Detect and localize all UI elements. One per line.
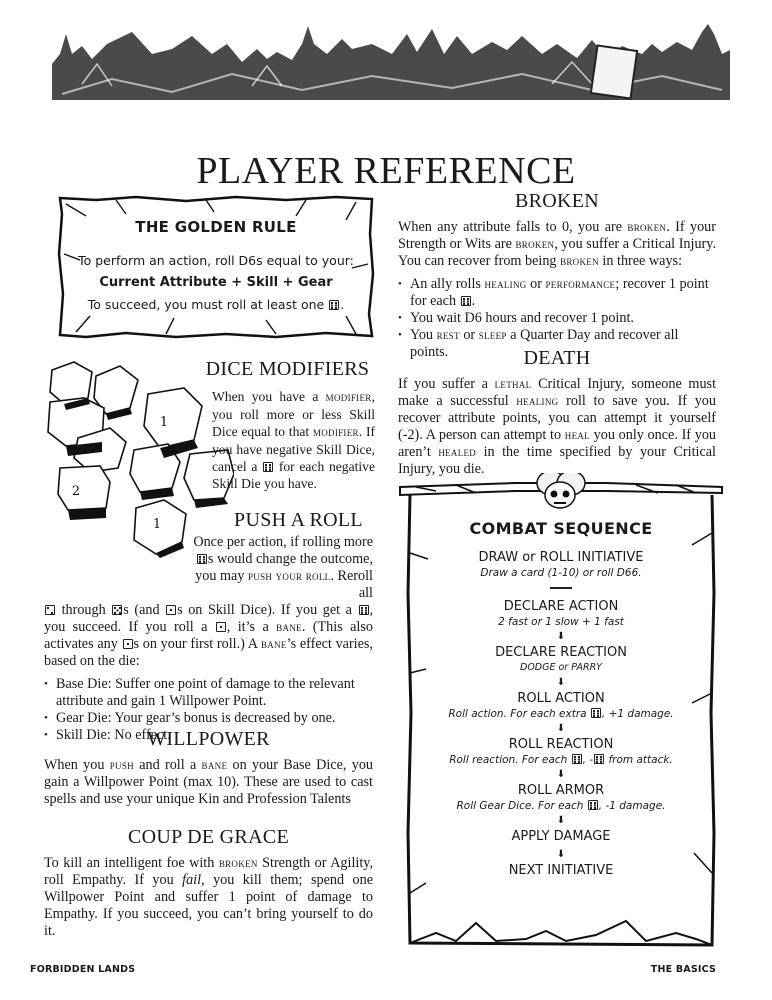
list-item: • Gear Die: Your gear’s bonus is decreased by one. [44, 710, 373, 727]
list-item: • You rest or sleep a Quarter Day and recover all points. [398, 327, 716, 361]
step-description: 2 fast or 1 slow + 1 fast [498, 616, 624, 628]
step-description: Draw a card (1-10) or roll D66. [480, 567, 642, 579]
push-a-roll-text: Once per action, if rolling more s would change the outcome, you may push your roll. Reroll all through s (and s on Skill Dice). If you get a , you succeed. If you roll a , it’s a bane. (This also activates any s on your first roll.) A bane’s effect varies, based on the die: [44, 534, 374, 669]
arrow-down-icon: ⬇ [556, 677, 566, 688]
banner-illustration [52, 24, 730, 100]
die-one-icon [123, 639, 133, 649]
list-item: • You wait D6 hours and recover 1 point. [398, 310, 716, 327]
broken-section [398, 190, 716, 361]
step-label: DRAW or ROLL INITIATIVE [478, 550, 644, 565]
arrow-down-icon: ⬇ [556, 631, 566, 642]
coup-de-grace-title: COUP DE GRACE [128, 826, 289, 848]
golden-rule-line1: To perform an action, roll D6s equal to your: [78, 253, 354, 268]
die-six-icon [591, 708, 601, 718]
die-six-icon [594, 754, 604, 764]
combat-sequence-title: COMBAT SEQUENCE [469, 519, 653, 538]
step-label: ROLL ACTION [517, 691, 605, 706]
skulls-icon [537, 473, 585, 508]
golden-rule-box [56, 194, 376, 340]
willpower-text: When you push and roll a bane on your Base Dice, you gain a Willpower Point (max 10). These are used to cast spells and use your unique Kin and Profession Talents [44, 757, 374, 807]
step-description: Roll reaction. For each , - from attack. [449, 754, 673, 766]
dice-illustration-icon [44, 358, 234, 558]
coup-de-grace-text: To kill an intelligent foe with broken Strength or Agility, roll Empathy. If you fail, you kill them; spend one Willpower Point and suffer 1 point of damage to Empathy. If you succeed, you can’t bring yourself to do it. [44, 855, 374, 939]
list-item: • An ally rolls healing or performance; recover 1 point for each . [398, 276, 716, 310]
list-item: • Skill Die: No effect. [44, 727, 373, 744]
broken-text: When any attribute falls to 0, you are broken. If your Strength or Wits are broken, you suffer a Critical Injury. You can recover from being broken in three ways: [398, 219, 716, 269]
death-title: DEATH [523, 347, 591, 369]
golden-rule-formula: Current Attribute + Skill + Gear [99, 275, 333, 290]
svg-text:2: 2 [71, 484, 81, 499]
dice-pile-illustration [44, 358, 234, 558]
step-label: APPLY DAMAGE [511, 829, 611, 844]
step-label: NEXT INITIATIVE [508, 863, 614, 878]
push-a-roll-section [44, 534, 373, 744]
step-description: Roll Gear Dice. For each , -1 damage. [456, 800, 666, 812]
willpower-section [44, 728, 373, 808]
arrow-down-icon: ⬇ [556, 769, 566, 780]
golden-rule-line3: To succeed, you must roll at least one . [87, 297, 345, 312]
push-a-roll-title: PUSH A ROLL [234, 509, 363, 531]
footer-chapter-title: THE BASICS [650, 964, 716, 975]
step-label: ROLL REACTION [508, 737, 614, 752]
arrow-down-icon: ⬇ [556, 815, 566, 826]
die-six-icon [263, 462, 273, 472]
broken-title: BROKEN [514, 190, 600, 212]
die-six-icon [329, 300, 339, 310]
step-label: ROLL ARMOR [517, 783, 605, 798]
die-six-icon [588, 800, 598, 810]
die-two-icon [45, 605, 55, 615]
step-description: Roll action. For each extra , +1 damage. [448, 708, 674, 720]
step-description: DODGE or PARRY [520, 662, 602, 673]
combat-sequence-box [396, 473, 726, 950]
death-text: If you suffer a lethal Critical Injury, someone must make a successful healing roll to save you. If you recover attribute points, you can attempt it yourself (-2). A person can attempt to heal you only once. If you aren’t healed in the time specified by your Critical Injury, you die. [398, 376, 717, 477]
footer-book-title: FORBIDDEN LANDS [30, 964, 136, 975]
death-section [398, 347, 716, 478]
die-six-icon [461, 296, 471, 306]
die-six-icon [197, 554, 207, 564]
die-one-icon [216, 622, 226, 632]
step-label: DECLARE ACTION [503, 599, 619, 614]
svg-text:1: 1 [152, 517, 162, 532]
willpower-title: WILLPOWER [147, 728, 270, 750]
divider [550, 587, 572, 589]
svg-text:1: 1 [159, 415, 169, 430]
die-five-icon [112, 605, 122, 615]
arrow-down-icon: ⬇ [556, 723, 566, 734]
fantasy-landscape-banner-icon [52, 24, 730, 100]
page-title: PLAYER REFERENCE [196, 150, 576, 193]
dice-modifiers-text: When you have a modifier, you roll more or less Skill Dice equal to that modifier. If you have negative Skill Dice, cancel a for each negative Skill Die you have. [212, 389, 376, 491]
step-label: DECLARE REACTION [495, 645, 627, 660]
die-one-icon [166, 605, 176, 615]
coup-de-grace-section [44, 826, 373, 940]
arrow-down-icon: ⬇ [556, 849, 566, 860]
list-item: • Base Die: Suffer one point of damage to the relevant attribute and gain 1 Willpower Point. [44, 676, 373, 710]
golden-rule-title: THE GOLDEN RULE [135, 218, 297, 236]
die-six-icon [572, 754, 582, 764]
die-six-icon [359, 605, 369, 615]
dice-modifiers-title: DICE MODIFIERS [205, 358, 370, 380]
